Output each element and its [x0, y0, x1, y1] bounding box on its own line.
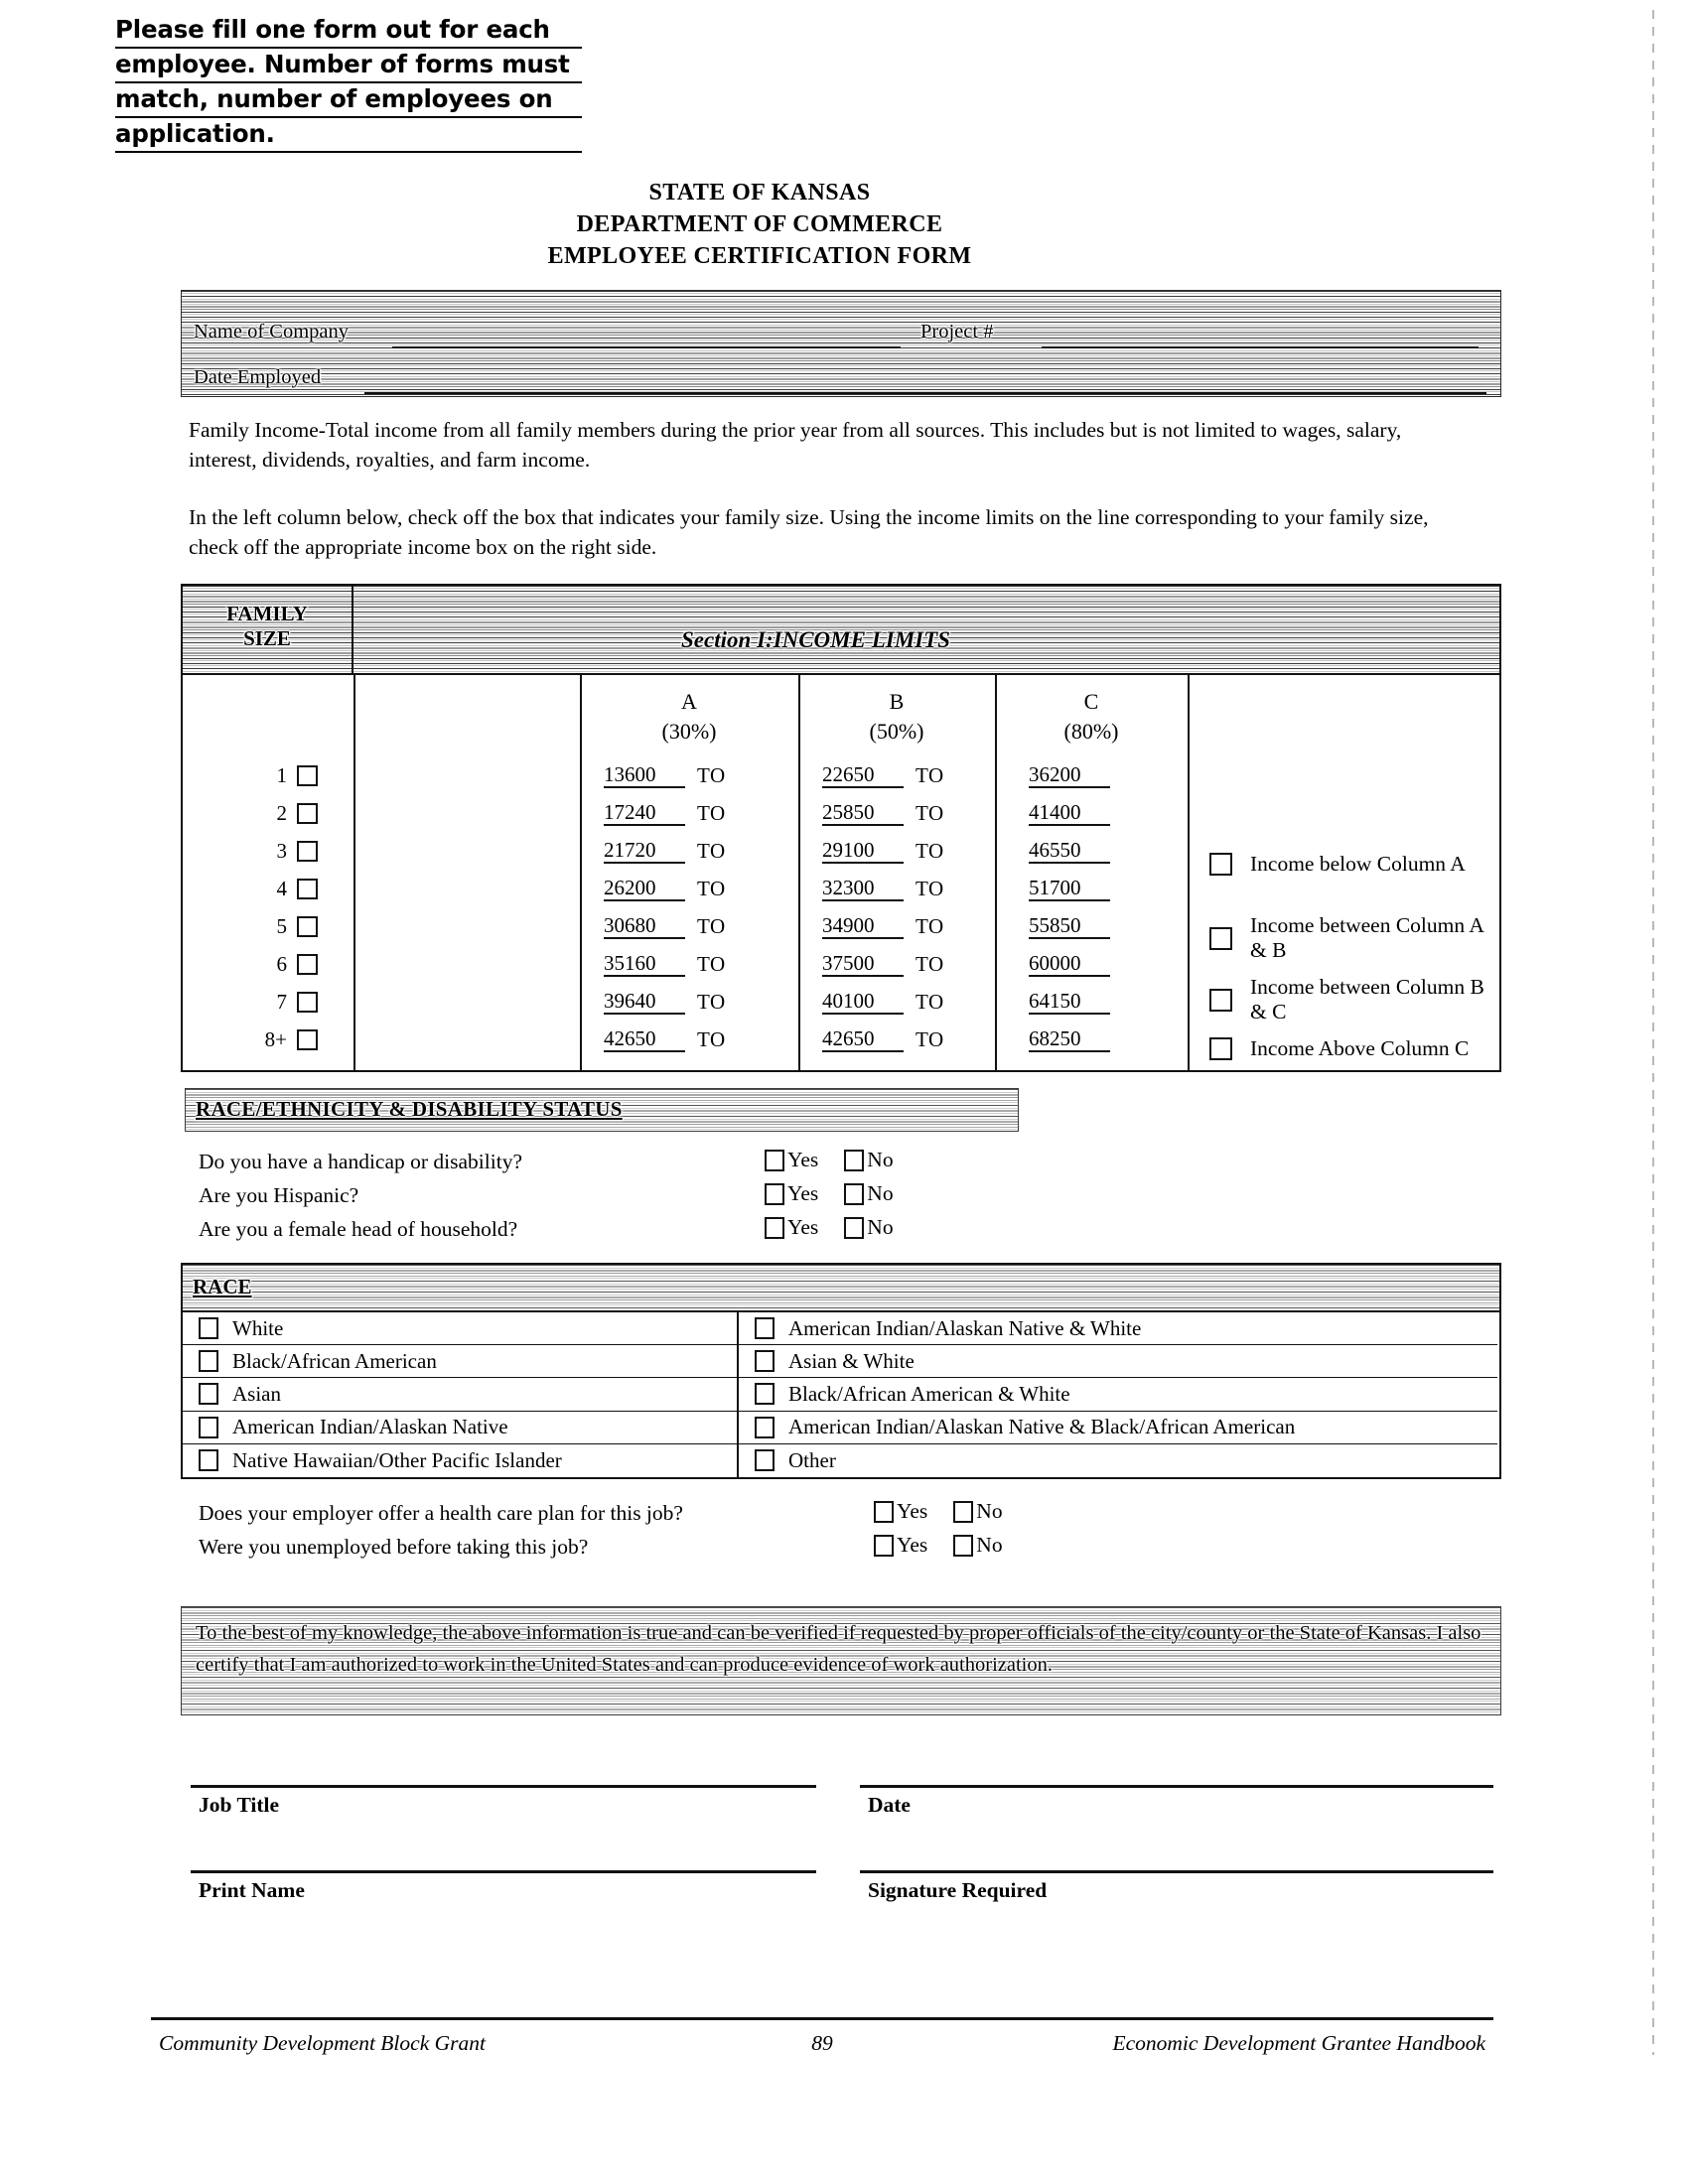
- income-limits-table-body: [183, 675, 1499, 1070]
- date-input[interactable]: [860, 1785, 1493, 1788]
- yes-checkbox[interactable]: [765, 1183, 784, 1205]
- title-line-department: DEPARTMENT OF COMMERCE: [576, 211, 943, 237]
- family-size-checkbox[interactable]: [297, 992, 318, 1013]
- race-option-row[interactable]: [183, 1444, 737, 1477]
- no-label: No: [867, 1148, 894, 1171]
- table-cell: 41400: [995, 794, 1188, 832]
- yes-no-group: [765, 1148, 919, 1172]
- income-limits-table: [181, 584, 1501, 1072]
- race-option-row[interactable]: [739, 1345, 1497, 1378]
- family-size-checkbox[interactable]: [297, 803, 318, 824]
- race-option-row[interactable]: [739, 1444, 1497, 1477]
- income-choice-label: Income below Column A: [1250, 852, 1466, 876]
- page-footer: [151, 2027, 1493, 2067]
- table-row: [183, 1021, 353, 1058]
- income-choice-label: Income between Column B & C: [1250, 975, 1484, 1024]
- income-choice-label: Income between Column A & B: [1250, 913, 1483, 962]
- table-cell: 13600 TO: [604, 762, 726, 787]
- no-checkbox[interactable]: [953, 1535, 973, 1557]
- race-checkbox[interactable]: [199, 1417, 218, 1438]
- yes-label: Yes: [897, 1533, 928, 1557]
- instructions-paragraph: In the left column below, check off the box that indicates your family size. Using the income limits on the line corresponding to your family size, check off the appropriate income box on the right side.: [189, 505, 1429, 559]
- race-option-row[interactable]: [739, 1312, 1497, 1345]
- section-one-header: [353, 586, 1499, 675]
- no-label: No: [976, 1499, 1003, 1523]
- race-option-row[interactable]: [183, 1345, 737, 1378]
- column-c-header: C (80%): [1063, 689, 1119, 744]
- race-checkbox[interactable]: [199, 1449, 218, 1471]
- table-row: [183, 794, 353, 832]
- race-checkbox[interactable]: [755, 1417, 775, 1438]
- family-size-value: 3: [276, 838, 287, 863]
- income-choice-checkbox[interactable]: [1209, 853, 1232, 876]
- name-of-company-label: Name of Company: [194, 321, 349, 342]
- no-option[interactable]: [953, 1533, 1002, 1558]
- yes-option[interactable]: [765, 1215, 818, 1240]
- race-option-row[interactable]: [739, 1378, 1497, 1411]
- family-size-checkbox[interactable]: [297, 765, 318, 786]
- race-option-label: White: [232, 1315, 284, 1340]
- family-size-header: FAMILY SIZE: [183, 586, 353, 675]
- race-checkbox[interactable]: [755, 1449, 775, 1471]
- signature-label: Signature Required: [868, 1878, 1048, 1902]
- table-row: [183, 945, 353, 983]
- race-header-band: [183, 1265, 1499, 1312]
- company-info-band: [181, 290, 1501, 397]
- table-cell: 35160 TO: [604, 951, 726, 976]
- column-b-values: [798, 756, 995, 1058]
- table-cell: 22650 TO: [822, 762, 944, 787]
- table-row: [183, 870, 353, 907]
- table-row: [183, 983, 353, 1021]
- family-size-value: 2: [276, 800, 287, 825]
- race-option-label: Asian & White: [788, 1348, 915, 1373]
- income-choice-row[interactable]: [1209, 852, 1466, 877]
- no-checkbox[interactable]: [844, 1183, 864, 1205]
- race-option-label: American Indian/Alaskan Native: [232, 1415, 508, 1439]
- table-cell: 34900 TO: [822, 913, 944, 938]
- note-line-1: Please fill one form out for each: [115, 14, 582, 49]
- question-label: Are you a female head of household?: [199, 1217, 518, 1241]
- family-size-value: 5: [276, 913, 287, 938]
- race-options-grid: [183, 1312, 1499, 1477]
- income-choice-row[interactable]: [1209, 1036, 1469, 1061]
- no-option[interactable]: [953, 1499, 1002, 1524]
- income-choice-row[interactable]: [1209, 975, 1499, 1024]
- yes-checkbox[interactable]: [765, 1217, 784, 1239]
- employer-question-label: Were you unemployed before taking this job?: [199, 1535, 589, 1559]
- note-line-3: match, number of employees on: [115, 83, 582, 118]
- race-option-label: Native Hawaiian/Other Pacific Islander: [232, 1447, 562, 1472]
- question-label: Are you Hispanic?: [199, 1183, 359, 1207]
- name-of-company-input[interactable]: [392, 346, 901, 348]
- no-option[interactable]: [844, 1181, 893, 1206]
- certification-statement-band: [181, 1606, 1501, 1715]
- table-cell: 42650 TO: [604, 1026, 726, 1051]
- note-line-4: application.: [115, 118, 582, 153]
- race-option-row[interactable]: [183, 1412, 737, 1444]
- income-limits-table-header: [183, 586, 1499, 675]
- race-checkbox[interactable]: [755, 1350, 775, 1372]
- table-row: [183, 907, 353, 945]
- yes-no-group: [874, 1499, 1029, 1524]
- race-checkbox[interactable]: [199, 1317, 218, 1339]
- yes-no-group: [874, 1533, 1029, 1558]
- race-option-label: Black/African American: [232, 1348, 437, 1373]
- yes-checkbox[interactable]: [874, 1501, 894, 1523]
- family-size-column: [183, 756, 353, 1058]
- family-size-value: 8+: [264, 1026, 287, 1051]
- no-label: No: [867, 1181, 894, 1205]
- job-title-label: Job Title: [199, 1793, 280, 1817]
- race-option-label: Asian: [232, 1381, 281, 1406]
- table-cell: 29100 TO: [822, 838, 944, 863]
- race-option-row[interactable]: [183, 1378, 737, 1411]
- yes-label: Yes: [787, 1181, 819, 1205]
- handwritten-instruction-note: [115, 14, 582, 153]
- table-cell: 64150: [995, 983, 1188, 1021]
- table-cell: 17240 TO: [604, 800, 726, 825]
- column-a-values: [580, 756, 798, 1058]
- note-line-2: employee. Number of forms must: [115, 49, 582, 83]
- table-row: [183, 832, 353, 870]
- race-checkbox[interactable]: [199, 1383, 218, 1405]
- table-cell: 32300 TO: [822, 876, 944, 900]
- race-ethnicity-disability-header-band: [185, 1088, 1019, 1132]
- yes-no-group: [765, 1181, 919, 1206]
- income-choice-checkbox[interactable]: [1209, 927, 1232, 950]
- family-size-checkbox[interactable]: [297, 954, 318, 975]
- race-ethnicity-disability-header: RACE/ETHNICITY & DISABILITY STATUS: [196, 1097, 623, 1121]
- signature-input[interactable]: [860, 1870, 1493, 1873]
- family-size-checkbox[interactable]: [297, 841, 318, 862]
- yes-option[interactable]: [765, 1148, 818, 1172]
- yes-option[interactable]: [765, 1181, 818, 1206]
- no-option[interactable]: [844, 1215, 893, 1240]
- yes-label: Yes: [787, 1215, 819, 1239]
- question-label: Do you have a handicap or disability?: [199, 1150, 522, 1173]
- date-label: Date: [868, 1793, 911, 1817]
- employer-question-label: Does your employer offer a health care plan for this job?: [199, 1501, 683, 1525]
- table-cell: 21720 TO: [604, 838, 726, 863]
- family-size-value: 4: [276, 876, 287, 900]
- no-label: No: [976, 1533, 1003, 1557]
- no-option[interactable]: [844, 1148, 893, 1172]
- table-cell: 39640 TO: [604, 989, 726, 1014]
- race-checkbox[interactable]: [755, 1383, 775, 1405]
- race-options-right-column: [739, 1312, 1497, 1477]
- yes-checkbox[interactable]: [765, 1150, 784, 1171]
- table-cell: 40100 TO: [822, 989, 944, 1014]
- date-employed-label: Date Employed: [194, 366, 322, 388]
- print-name-input[interactable]: [191, 1870, 816, 1873]
- footer-divider: [151, 2017, 1493, 2020]
- income-choice-label: Income Above Column C: [1250, 1036, 1470, 1060]
- no-label: No: [867, 1215, 894, 1239]
- family-income-definition-paragraph: Family Income-Total income from all family members during the prior year from all sources. This includes but is not limited to wages, salary, interest, dividends, royalties, and farm income.: [189, 418, 1402, 472]
- table-cell: 30680 TO: [604, 913, 726, 938]
- table-cell: 36200: [995, 756, 1188, 794]
- race-option-row[interactable]: [739, 1412, 1497, 1444]
- table-cell: 25850 TO: [822, 800, 944, 825]
- scan-edge-margin: [1650, 0, 1692, 2184]
- table-cell: 51700: [995, 870, 1188, 907]
- income-bracket-choices: [1188, 764, 1499, 1070]
- race-option-label: Black/African American & White: [788, 1381, 1070, 1406]
- family-size-value: 7: [276, 989, 287, 1014]
- race-option-label: American Indian/Alaskan Native & White: [788, 1315, 1142, 1340]
- column-separator: [353, 675, 355, 1070]
- income-choice-checkbox[interactable]: [1209, 989, 1232, 1012]
- no-checkbox[interactable]: [953, 1501, 973, 1523]
- family-size-value: 6: [276, 951, 287, 976]
- page-title: [0, 177, 1519, 272]
- project-number-input[interactable]: [1042, 346, 1479, 348]
- title-line-state: STATE OF KANSAS: [648, 180, 871, 205]
- table-cell: 55850: [995, 907, 1188, 945]
- table-cell: 42650 TO: [822, 1026, 944, 1051]
- family-size-checkbox[interactable]: [297, 916, 318, 937]
- income-choice-checkbox[interactable]: [1209, 1037, 1232, 1060]
- race-header: RACE: [193, 1275, 252, 1298]
- table-cell: 68250: [995, 1021, 1188, 1058]
- certification-statement: To the best of my knowledge, the above information is true and can be verified if requested by proper officials of the city/county or the State of Kansas. I also certify that I am authorized to work in the United States and can produce evidence of work authorization.: [196, 1622, 1481, 1676]
- table-cell: 60000: [995, 945, 1188, 983]
- section-one-title: Section I:INCOME LIMITS: [681, 627, 950, 652]
- yes-option[interactable]: [874, 1499, 927, 1524]
- project-number-label: Project #: [920, 321, 994, 342]
- scan-edge-artifact: [1652, 10, 1654, 2055]
- race-options-left-column: [183, 1312, 739, 1477]
- race-option-row[interactable]: [183, 1312, 737, 1345]
- race-option-label: Other: [788, 1447, 836, 1472]
- yes-label: Yes: [787, 1148, 819, 1171]
- footer-right-text: Economic Development Grantee Handbook: [1112, 2031, 1485, 2055]
- yes-no-group: [765, 1215, 919, 1240]
- no-checkbox[interactable]: [844, 1150, 864, 1171]
- family-size-checkbox[interactable]: [297, 1029, 318, 1050]
- table-cell: 37500 TO: [822, 951, 944, 976]
- race-option-label: American Indian/Alaskan Native & Black/African American: [788, 1415, 1296, 1439]
- job-title-input[interactable]: [191, 1785, 816, 1788]
- race-checkbox[interactable]: [755, 1317, 775, 1339]
- print-name-label: Print Name: [199, 1878, 305, 1902]
- race-selection-table: [181, 1263, 1501, 1479]
- column-b-header: B (50%): [869, 689, 924, 744]
- column-a-header: A (30%): [661, 689, 717, 744]
- yes-option[interactable]: [874, 1533, 927, 1558]
- footer-page-number: 89: [811, 2031, 833, 2055]
- race-checkbox[interactable]: [199, 1350, 218, 1372]
- income-choice-row[interactable]: [1209, 913, 1499, 963]
- yes-checkbox[interactable]: [874, 1535, 894, 1557]
- table-row: [183, 756, 353, 794]
- family-size-value: 1: [276, 762, 287, 787]
- footer-left-text: Community Development Block Grant: [159, 2031, 486, 2055]
- date-employed-input[interactable]: [364, 392, 1486, 394]
- table-cell: 26200 TO: [604, 876, 726, 900]
- table-cell: 46550: [995, 832, 1188, 870]
- no-checkbox[interactable]: [844, 1217, 864, 1239]
- title-line-form: EMPLOYEE CERTIFICATION FORM: [547, 243, 972, 269]
- column-c-values: [995, 756, 1188, 1058]
- yes-label: Yes: [897, 1499, 928, 1523]
- family-size-checkbox[interactable]: [297, 879, 318, 899]
